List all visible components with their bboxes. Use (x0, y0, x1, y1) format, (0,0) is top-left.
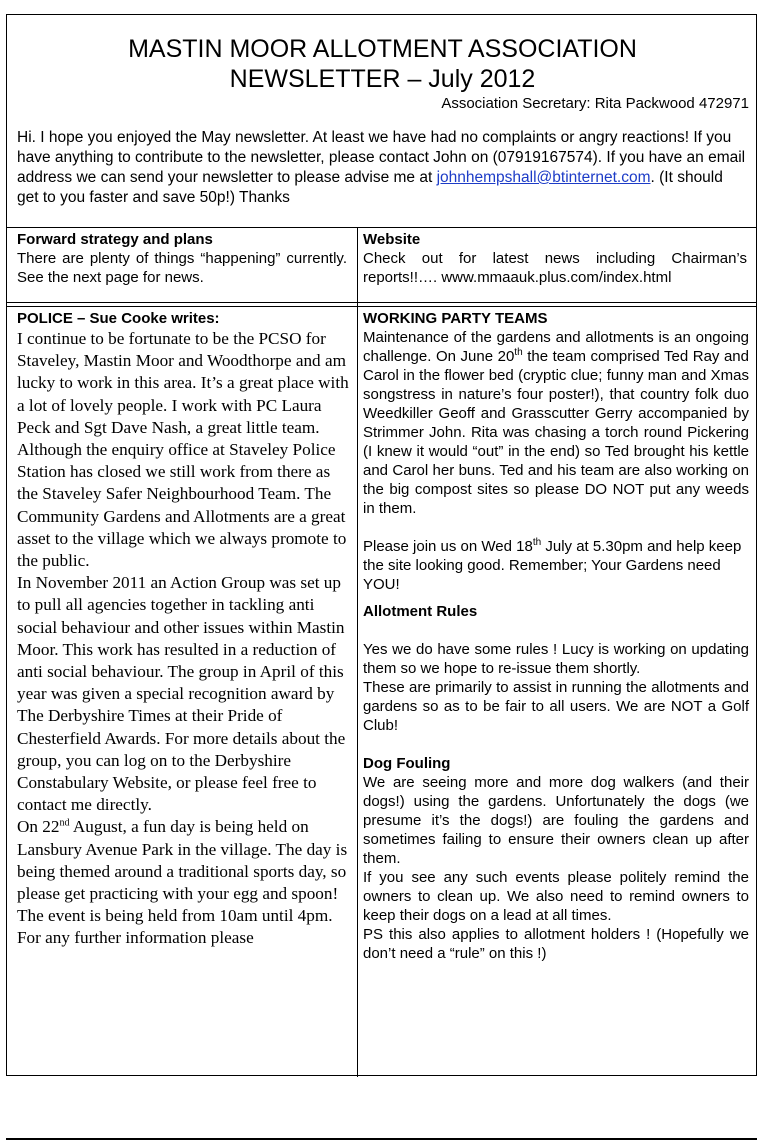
table-top-rule (7, 227, 756, 228)
newsletter-title-line2: NEWSLETTER – July 2012 (229, 65, 536, 93)
rules-paragraph-1: Yes we do have some rules ! Lucy is working on updating them so we hope to re-issue them shortly. (363, 641, 749, 677)
forward-strategy-body: There are plenty of things “happening” currently. See the next page for news. (17, 250, 347, 286)
dog-fouling-heading: Dog Fouling (363, 755, 451, 772)
column-divider-top (357, 227, 358, 306)
bottom-rule (6, 1138, 757, 1140)
row-divider (7, 302, 756, 303)
police-paragraph-1: I continue to be fortunate to be the PCSO for Staveley, Mastin Moor and Woodthorpe and am lucky to work in this area. It’s a great place with a lot of lovely people. I work with PC Laura Peck and Sgt Dave Nash, a great little team. Although the enquiry office at Staveley Police Station has closed we still work from there as the Staveley Safer Neighbourhood Team. The Community Gardens and Allotments are a great asset to the village which we always promote to the public. (17, 329, 349, 571)
dog-fouling-paragraph-1: We are seeing more and more dog walkers (and their dogs!) using the gardens. Unfortunately the dogs (we presume it’s the dogs!) are fouling the gardens and sometimes failing to ensure their owners clean up after them. (363, 774, 749, 867)
working-party-p2-start: Please join us on Wed 18 (363, 538, 533, 555)
email-link[interactable]: johnhempshall@btinternet.com (436, 169, 651, 186)
rules-heading: Allotment Rules (363, 603, 478, 620)
working-party-paragraph-2 (363, 537, 749, 594)
right-column (363, 309, 749, 963)
column-divider-bottom (357, 306, 358, 1077)
police-p3-end: August, a fun day is being held on Lansbury Avenue Park in the village. The day is being themed around a traditional sports day, so please get practicing with your egg and spoon! The event is being held from 10am until 4pm. For any further information please (17, 817, 348, 948)
working-party-p1-start: Maintenance of the gardens and allotments is an ongoing challenge. On June 20 (363, 329, 749, 365)
police-heading: POLICE – Sue Cooke writes: (17, 310, 220, 327)
working-party-heading: WORKING PARTY TEAMS (363, 310, 548, 327)
newsletter-page (6, 14, 757, 1076)
forward-strategy-heading: Forward strategy and plans (17, 231, 213, 248)
working-party-p2-end: July at 5.30pm and help keep the site looking good. Remember; Your Gardens need YOU! (363, 538, 742, 593)
newsletter-title-line1: MASTIN MOOR ALLOTMENT ASSOCIATION (128, 35, 637, 63)
police-p3-start: On 22 (17, 817, 60, 837)
police-body (17, 328, 351, 950)
working-party-paragraph-1 (363, 328, 749, 518)
working-party-p1-end: the team comprised Ted Ray and Carol in the flower bed (cryptic clue; funny man and Xmas songstress in nature’s four poster!), that country folk duo Weedkiller Geoff and Grasscutter Gerry accompanied by Strimmer John. Rita was chasing a torch round Pickering (I knew it would “out” in the end) so Ted brought his kettle and Carol her buns. Ted and his team are also working on the big compost sites so please DO NOT put any weeds in them. (363, 348, 749, 517)
dog-fouling-paragraph-3: PS this also applies to allotment holders ! (Hopefully we don’t need a “rule” on this !) (363, 926, 749, 962)
rules-paragraph-2: These are primarily to assist in running the allotments and gardens so as to be fair to all users. We are NOT a Golf Club! (363, 679, 749, 734)
intro-text-end: . (It should get to you faster and save 50p!) Thanks (17, 169, 723, 206)
forward-strategy-cell (17, 230, 347, 287)
website-body: Check out for latest news including Chairman’s reports!!…. www.mmaauk.plus.com/index.html (363, 250, 747, 286)
intro-text-start: Hi. I hope you enjoyed the May newsletter. At least we have had no complaints or angry reactions! If you have anything to contribute to the newsletter, please contact John on (07919167574). If you have an email address we can send your newsletter to please advise me at (17, 129, 746, 186)
website-cell (363, 230, 747, 287)
working-party-p1-sup: th (514, 347, 523, 358)
working-party-p2-sup: th (532, 537, 542, 548)
police-p3-sup: nd (59, 817, 70, 829)
police-paragraph-2: In November 2011 an Action Group was set up to pull all agencies together in tackling anti social behaviour and other issues within Mastin Moor. This work has resulted in a reduction of anti social behaviour. The group in April of this year was given a special recognition award by The Derbyshire Times at their Pride of Chesterfield Awards. For more details about the group, you can log on to the Derbyshire Constabulary Website, or please feel free to contact me directly. (17, 573, 346, 815)
police-paragraph-3 (17, 816, 351, 949)
website-heading: Website (363, 231, 421, 248)
intro-paragraph (17, 128, 747, 208)
police-article (17, 309, 351, 950)
row-divider-double (7, 306, 756, 307)
secretary-contact: Association Secretary: Rita Packwood 472971 (441, 95, 749, 112)
dog-fouling-paragraph-2: If you see any such events please politely remind the owners to clean up. We also need to remind owners to keep their dogs on a lead at all times. (363, 869, 749, 924)
